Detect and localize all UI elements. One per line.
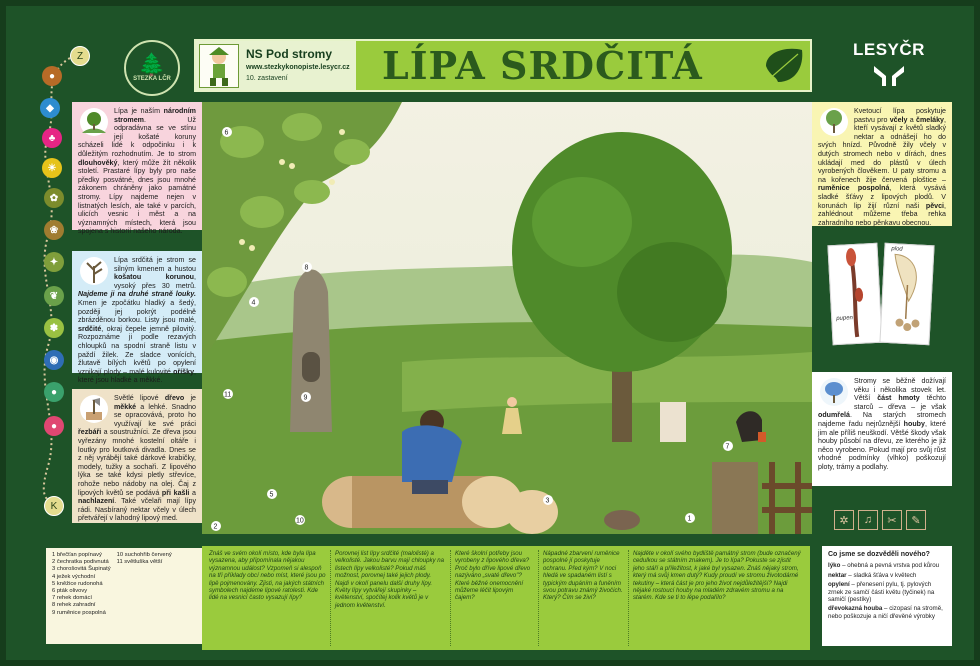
stop-5-icon: ✿ bbox=[44, 188, 64, 208]
trail-logo bbox=[124, 40, 180, 96]
trail-start-marker: Z bbox=[70, 46, 90, 66]
girl-head bbox=[507, 397, 517, 407]
marker-2: 2 bbox=[213, 523, 218, 531]
legend-item: 5 kněžice rudonohá bbox=[52, 580, 103, 587]
stop-8-icon: ❦ bbox=[44, 286, 64, 306]
info-tree-description: Lípa srdčitá je strom se silným kmenem a hustou košatou korunou, vysoký přes 30 metrů. Najdeme ji na druhé straně louky. Kmen je zpočátku hladký a šedý, později jej pokrýt podélně zbrázděnou borkou. Listy jsou malé, srdčité, okraj čepele jemně pilovitý. Rozpoznáme ji podle rezavých chloupků na spodní straně listu v paždí žilek. Ze sladce vonících, žlutavě bílých květů po opylení vznikají plody – malé kulovité oříšky, které jsou hladké a měkké. bbox=[72, 251, 202, 373]
questions-panel bbox=[202, 546, 810, 650]
legend-item: 9 ruměnice pospolná bbox=[52, 609, 106, 616]
marker-5: 5 bbox=[269, 491, 274, 499]
legend-item: 1 břečťan popínavý bbox=[52, 552, 102, 558]
question-block: Znáš ve svém okolí místo, kde byla lípa vysazena, aby připomínala nějakou významnou událost? Vzpomeň si alespoň na tři příklady obcí nebo míst, které jsou po lipě pojmenovány. Zjisti, na jakých státních symbolech najdeme lipové ratolesti. Kde lidé na vesnicí často vysazují lípy? bbox=[205, 550, 331, 646]
beehive-door bbox=[302, 352, 320, 382]
linden-leaf-icon bbox=[762, 46, 806, 86]
stop-9-icon: ✽ bbox=[44, 318, 64, 338]
marker-7: 7 bbox=[725, 443, 730, 451]
linden-fruit-icon bbox=[880, 244, 935, 346]
hedgehog bbox=[604, 510, 640, 530]
marker-8: 8 bbox=[304, 264, 309, 272]
bud-icon bbox=[828, 244, 883, 346]
vocabulary-item bbox=[828, 562, 946, 569]
info-old-trees-fungi: Stromy se běžně dožívají věku i několika stovek let. Větší část hmoty těchto starců – dřeva – je však odumřelá. Na starých stromech najdeme řadu nejrůznější houby, které jim ale příliš neuškodí. Většé škody však houby působí na dřevu, ze kterého je již něco vyrobeno. Pokud mají pro svůj růst vhodné podmínky (vlhko) poškozují ploty, trámy a podlahy. bbox=[812, 372, 952, 486]
trail-logo-text: STEZKA LČR bbox=[133, 76, 171, 82]
bud-label: pupen bbox=[836, 315, 854, 323]
legend-item: 3 chorošovitá Šupinatý bbox=[52, 566, 111, 573]
header-info bbox=[196, 41, 356, 90]
legend-item: 2 čechratka podivnutá bbox=[52, 559, 109, 566]
trail-end-marker: K bbox=[44, 496, 64, 516]
legend-column-1 bbox=[52, 552, 111, 640]
lesy-cr-logo: LESYČR bbox=[853, 40, 925, 59]
scene-svg bbox=[202, 102, 812, 534]
lesy-cr-mark-icon bbox=[872, 64, 906, 88]
stop-6-icon: ❀ bbox=[44, 220, 64, 240]
legend-column-2 bbox=[117, 552, 172, 640]
activity-icons bbox=[834, 510, 926, 530]
vocabulary-definition: – přenesení pylu, tj. pylových zrnek ze samčí části květu (tyčinek) na samičí (pestíky) bbox=[828, 581, 935, 604]
mascot-icon bbox=[200, 45, 238, 87]
vocabulary-title: Co jsme se dozvěděli nového? bbox=[828, 551, 930, 558]
marker-9: 9 bbox=[303, 394, 308, 402]
stop-7-icon: ✦ bbox=[44, 252, 64, 272]
draw-activity-icon: ✎ bbox=[906, 510, 926, 530]
marker-3: 3 bbox=[545, 497, 550, 505]
stop-10-icon: ◉ bbox=[44, 350, 64, 370]
search-activity-icon: ✲ bbox=[834, 510, 854, 530]
stop-2-icon: ◆ bbox=[40, 98, 60, 118]
tree-on-hill-icon bbox=[78, 107, 110, 137]
bud-and-fruit-cards bbox=[830, 244, 934, 344]
vocabulary-box bbox=[822, 546, 952, 646]
flowering-tree-icon bbox=[818, 107, 850, 137]
marker-1: 1 bbox=[687, 515, 692, 523]
vocabulary-definition: – cizopasí na stromě, nebo poškozuje a ničí dřevěné výrobky bbox=[828, 605, 943, 620]
stop-4-icon: ☀ bbox=[42, 158, 62, 178]
axe-icon bbox=[78, 394, 110, 424]
vocabulary-term: opylení bbox=[828, 581, 850, 589]
legend-item: 10 suchohřib červený bbox=[116, 552, 172, 558]
legend-item: 6 pták olivovy bbox=[52, 588, 88, 595]
fruit-label: plod bbox=[891, 246, 903, 253]
linden-crown-shade bbox=[617, 242, 727, 342]
cloud-tree-icon bbox=[818, 377, 850, 407]
legend-item: 11 světluška větší bbox=[116, 559, 163, 566]
vocabulary-term: nektar bbox=[828, 571, 847, 579]
stop-11-icon: ● bbox=[44, 382, 64, 402]
bare-tree-icon bbox=[78, 256, 110, 286]
bud-card bbox=[827, 243, 882, 345]
beehive bbox=[290, 270, 332, 433]
tree-stump bbox=[712, 462, 758, 534]
page-title: LÍPA SRDČITÁ bbox=[382, 43, 703, 88]
legend-item: 8 rehek zahradní bbox=[52, 602, 96, 609]
vocabulary-term: dřevokazná houba bbox=[828, 605, 883, 613]
legend-item: 7 rehek domácí bbox=[52, 595, 92, 602]
music-activity-icon: ♫ bbox=[858, 510, 878, 530]
marker-4: 4 bbox=[251, 299, 256, 307]
info-wood-uses: Světlé lipové dřevo je měkké a lehké. Snadno se opracovává, proto ho využívají ke své práci řezbáři a soustružníci. Ze dřeva jsou vyřezány mnohé kostelní oltáře i loutky pro loutková divadla. Dnes se z něj vyrábějí také dárkové krabičky, modely, tužky a sochaři. Z lipového lýka se také kdysi pletly střevíce, rohože nebo nádoby na olej. Čaj z lipových květů se podává při kašli a nachlazení. Také včelaři mají lípy rádi. Nasbíraný nektar včely v úlech přetvářejí v lahodný lipový med. bbox=[72, 389, 202, 523]
vocabulary-definition: – sladká šťáva v květech bbox=[846, 571, 917, 579]
question-block: Které školní potřeby jsou vyrobeny z lipového dřeva? Proč bylo dříve lipové dřevo nazýváno „svaté dřevo"? Které běžné onemocnění můžeme léčit lipovým čajem? bbox=[451, 550, 539, 646]
header-band bbox=[194, 39, 812, 92]
vocabulary-term: lýko bbox=[828, 562, 841, 570]
mascot-avatar bbox=[199, 44, 239, 88]
info-pollinators: Kvetoucí lípa poskytuje pastvu pro včely a čmeláky, kteří vysávají z květů sladký nektar a odnášejí ho do svých hnízd. Původně žily včely v dutých stromech nebo v dírách, dnes ukládají med do plástů v úlech vyrobených člověkem. U paty stromu a na kořenech žije červená ploštice – ruměnice pospolná, která vysává sladké šťávy z lipových plodů. V korunách lip žijí různí naši pěvci, zahlédnout můžeme třeba rehka zahradního nebo pěnkavu obecnou. bbox=[812, 102, 952, 226]
carver-legs bbox=[412, 480, 448, 494]
vocabulary-item bbox=[828, 572, 946, 579]
stop-number: 10. zastavení bbox=[246, 75, 288, 82]
linden-scene-illustration bbox=[202, 102, 812, 534]
vocabulary-item bbox=[828, 581, 946, 603]
question-block: Porovnej list lípy srdčité (malolisté) a velkolisté. Jakou barvu mají chloupky na listech lípy velkolisté? Pokud máš možnost, porovnej také jejich plody. Najdi v okolí panelu další druhy lípy. Květy lípy vytvářejí skupinky – květenství, spočítej kolik květů je v jednom květenství. bbox=[331, 550, 451, 646]
marker-6: 6 bbox=[224, 129, 229, 137]
trail-website: www.stezkykonopiste.lesycr.cz bbox=[246, 64, 350, 71]
linden-crown-highlight bbox=[532, 177, 632, 267]
marker-10: 10 bbox=[296, 517, 304, 525]
fruit-card bbox=[879, 243, 934, 345]
stop-3-icon: ♣ bbox=[42, 128, 62, 148]
trail-name: NS Pod stromy bbox=[246, 47, 333, 61]
carver-body bbox=[402, 425, 462, 482]
vocabulary-list bbox=[828, 562, 946, 620]
info-national-tree: Lípa je naším národním stromem. Už odpradávna se ve stínu její košaté koruny scházeli lidé k odpočinku i k důležitým rozhodnutím. Je to strom dlouhověký, který může žít několik století. Prastaré lípy byly pro naše předky posvátné, dnes jsou mnohé zákonem chráněny jako památné stromy. Lípy najdeme nejen v listnatých lesích, ale také v parcích, ulicích vesnic i měst a na významných místech, která jsou spojena s historií našeho národa. bbox=[72, 102, 202, 230]
question-block: Nápadné zbarvení ruměnice pospolné jí poskytuje ochranu. Před kým? V noci hledá ve spadaném listí s typickým dupáním a funěním svou potravu známý živočich. Který? Čím se živí? bbox=[539, 550, 629, 646]
fir-tree-icon: 🌲 bbox=[138, 52, 166, 77]
question-block: Najděte v okolí svého bydliště památný strom (bude označený cedulkou se státním znakem). Je to lípa? Pokuste se zjistit jeho stáří a příležitost, k jaké byl vysazen. Znáš nějaký strom, který má svůj kmen dutý? Kudy proudí ve stromu životodárné tekutiny – která část je pro jeho život nejdůležitější? Najdi nějaké rostoucí houby na mladém zdravém stromu a na starém. Kde se ti to lépe podařilo? bbox=[633, 550, 801, 602]
vocabulary-definition: – ohebná a pevná vrstva pod kůrou bbox=[840, 562, 940, 570]
stop-1-icon: ● bbox=[42, 66, 62, 86]
redstart-tail bbox=[758, 432, 766, 442]
stop-12-icon: ● bbox=[44, 416, 64, 436]
species-legend bbox=[46, 548, 204, 644]
marker-11: 11 bbox=[224, 391, 232, 399]
legend-item: 4 ježek východní bbox=[52, 573, 96, 580]
craft-activity-icon: ✂ bbox=[882, 510, 902, 530]
wayside-shrine bbox=[660, 402, 686, 442]
vocabulary-item bbox=[828, 605, 946, 620]
